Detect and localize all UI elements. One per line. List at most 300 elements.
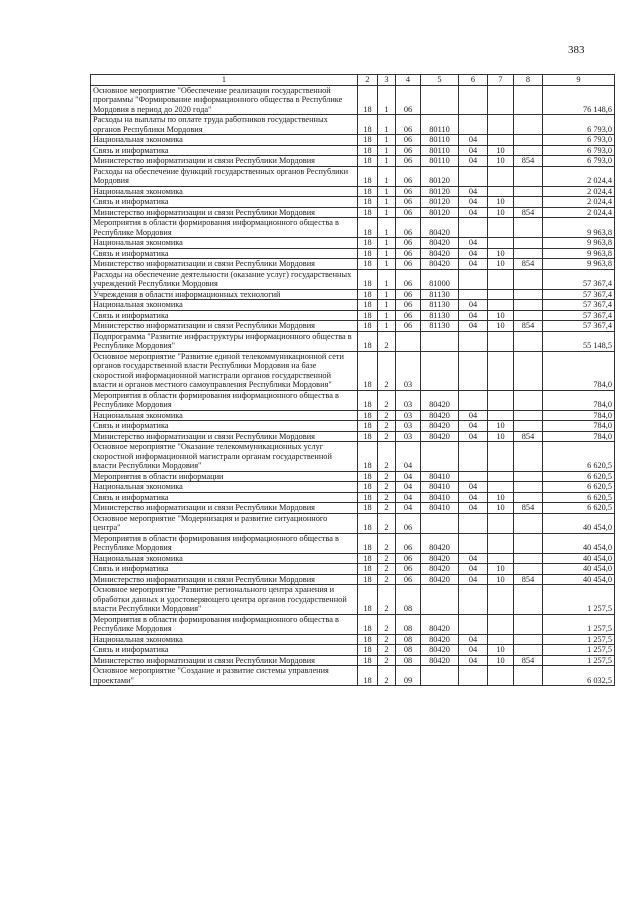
cell-dept [514,410,543,421]
cell-subfunc [488,482,514,493]
table-row [91,115,615,135]
cell-section: 18 [358,269,378,289]
cell-code: 81000 [421,269,459,289]
column-header-6: 6 [459,75,488,86]
cell-section: 18 [358,85,378,115]
cell-func: 04 [459,410,488,421]
cell-item: 06 [396,259,421,270]
cell-section: 18 [358,390,378,410]
cell-subsection: 1 [378,259,396,270]
cell-func: 04 [459,421,488,432]
cell-subfunc [488,442,514,472]
cell-code [421,331,459,351]
cell-func [459,331,488,351]
cell-func: 04 [459,135,488,146]
cell-func [459,166,488,186]
cell-item: 08 [396,585,421,615]
cell-name: Расходы на обеспечение деятельности (оказание услуг) государственных учреждений Республики Мордовия [91,269,358,289]
table-row [91,331,615,351]
cell-subfunc: 10 [488,310,514,321]
cell-subsection: 2 [378,390,396,410]
cell-item: 08 [396,614,421,634]
cell-item: 03 [396,351,421,390]
cell-section: 18 [358,442,378,472]
cell-code: 80420 [421,564,459,575]
cell-code: 81130 [421,289,459,300]
table-row [91,574,615,585]
cell-name: Министерство информатизации и связи Республики Мордовия [91,503,358,514]
cell-amount: 57 367,4 [543,300,615,311]
cell-code: 80420 [421,574,459,585]
cell-code: 80420 [421,553,459,564]
cell-name: Министерство информатизации и связи Республики Мордовия [91,574,358,585]
cell-amount: 2 024,4 [543,207,615,218]
cell-subfunc: 10 [488,321,514,332]
table-row [91,145,615,156]
table-row [91,310,615,321]
cell-item: 06 [396,186,421,197]
cell-amount: 6 620,5 [543,442,615,472]
cell-code [421,513,459,533]
cell-subfunc [488,410,514,421]
table-row [91,564,615,575]
cell-dept [514,421,543,432]
cell-name: Основное мероприятие "Модернизация и развитие ситуационного центра" [91,513,358,533]
cell-name: Национальная экономика [91,300,358,311]
cell-func [459,269,488,289]
cell-code: 81130 [421,300,459,311]
cell-name: Связь и информатика [91,145,358,156]
cell-func [459,390,488,410]
cell-code: 80420 [421,431,459,442]
cell-item: 06 [396,321,421,332]
cell-name: Мероприятия в области формирования информационного общества в Республике Мордовия [91,390,358,410]
cell-code: 81130 [421,321,459,332]
cell-subsection: 1 [378,207,396,218]
table-row [91,218,615,238]
column-header-4: 4 [396,75,421,86]
cell-dept [514,218,543,238]
table-row [91,634,615,645]
cell-code: 80420 [421,655,459,666]
cell-section: 18 [358,166,378,186]
cell-item: 04 [396,492,421,503]
cell-dept [514,614,543,634]
cell-subfunc [488,614,514,634]
cell-dept [514,197,543,208]
cell-section: 18 [358,634,378,645]
cell-dept: 854 [514,431,543,442]
cell-subfunc [488,166,514,186]
cell-func [459,614,488,634]
cell-amount: 76 148,6 [543,85,615,115]
cell-section: 18 [358,574,378,585]
cell-amount: 40 454,0 [543,513,615,533]
cell-code [421,442,459,472]
cell-dept [514,115,543,135]
cell-item: 03 [396,410,421,421]
table-row [91,238,615,249]
cell-subfunc [488,553,514,564]
cell-amount: 2 024,4 [543,197,615,208]
cell-code: 80420 [421,248,459,259]
cell-amount: 6 620,5 [543,503,615,514]
cell-subfunc [488,666,514,686]
cell-item: 08 [396,634,421,645]
cell-name: Расходы на выплаты по оплате труда работников государственных органов Республики Мордовия [91,115,358,135]
cell-subsection: 2 [378,331,396,351]
cell-item: 06 [396,145,421,156]
cell-subfunc: 10 [488,431,514,442]
cell-item: 06 [396,218,421,238]
cell-dept [514,135,543,146]
table-row [91,655,615,666]
cell-subfunc [488,115,514,135]
table-row [91,492,615,503]
table-row [91,300,615,311]
table-row [91,85,615,115]
cell-subfunc: 10 [488,574,514,585]
cell-dept [514,482,543,493]
table-row [91,431,615,442]
cell-code: 80420 [421,421,459,432]
table-row [91,321,615,332]
cell-func [459,666,488,686]
cell-code: 80420 [421,533,459,553]
cell-name: Основное мероприятие "Обеспечение реализации государственной программы "Формирование информационного общества в Республике Мордовия в период до 2020 года" [91,85,358,115]
cell-item: 04 [396,482,421,493]
cell-section: 18 [358,564,378,575]
cell-subfunc [488,585,514,615]
cell-section: 18 [358,321,378,332]
table-row [91,186,615,197]
cell-subsection: 2 [378,503,396,514]
table-row [91,421,615,432]
cell-subsection: 2 [378,655,396,666]
cell-subsection: 1 [378,269,396,289]
cell-amount: 6 032,5 [543,666,615,686]
cell-section: 18 [358,207,378,218]
cell-dept [514,238,543,249]
cell-subsection: 2 [378,574,396,585]
cell-subsection: 1 [378,321,396,332]
cell-item: 09 [396,666,421,686]
cell-item: 06 [396,289,421,300]
cell-code: 80410 [421,482,459,493]
cell-section: 18 [358,186,378,197]
cell-item: 08 [396,655,421,666]
cell-func: 04 [459,553,488,564]
cell-section: 18 [358,431,378,442]
cell-section: 18 [358,553,378,564]
cell-section: 18 [358,666,378,686]
cell-item: 03 [396,421,421,432]
cell-amount: 1 257,5 [543,655,615,666]
cell-code: 80120 [421,186,459,197]
table-row [91,390,615,410]
table-row [91,513,615,533]
cell-subfunc [488,135,514,146]
cell-amount: 1 257,5 [543,585,615,615]
cell-section: 18 [358,115,378,135]
cell-code [421,85,459,115]
cell-item: 03 [396,390,421,410]
cell-func: 04 [459,207,488,218]
cell-section: 18 [358,471,378,482]
cell-name: Министерство информатизации и связи Республики Мордовия [91,655,358,666]
cell-name: Министерство информатизации и связи Республики Мордовия [91,156,358,167]
cell-func: 04 [459,238,488,249]
cell-code: 80410 [421,471,459,482]
cell-subsection: 2 [378,513,396,533]
cell-code: 80420 [421,614,459,634]
cell-func: 04 [459,248,488,259]
cell-func: 04 [459,145,488,156]
cell-dept [514,85,543,115]
cell-subfunc [488,186,514,197]
cell-subsection: 1 [378,289,396,300]
cell-dept [514,471,543,482]
table-row [91,471,615,482]
table-row [91,614,615,634]
cell-amount: 55 148,5 [543,331,615,351]
table-row [91,442,615,472]
cell-code: 80420 [421,410,459,421]
cell-amount: 6 620,5 [543,492,615,503]
cell-subfunc [488,351,514,390]
cell-amount: 6 620,5 [543,471,615,482]
cell-subsection: 1 [378,85,396,115]
cell-section: 18 [358,585,378,615]
cell-func [459,85,488,115]
cell-subsection: 2 [378,666,396,686]
table-row [91,156,615,167]
cell-subsection: 1 [378,310,396,321]
cell-amount: 57 367,4 [543,310,615,321]
cell-amount: 1 257,5 [543,634,615,645]
cell-subsection: 2 [378,421,396,432]
cell-name: Мероприятия в области информации [91,471,358,482]
cell-item: 06 [396,166,421,186]
cell-section: 18 [358,197,378,208]
cell-section: 18 [358,492,378,503]
cell-item: 06 [396,533,421,553]
cell-item: 06 [396,115,421,135]
cell-section: 18 [358,135,378,146]
cell-item: 04 [396,503,421,514]
cell-dept [514,351,543,390]
cell-subfunc [488,471,514,482]
cell-func: 04 [459,492,488,503]
cell-code: 80420 [421,218,459,238]
cell-item: 04 [396,442,421,472]
cell-func [459,471,488,482]
cell-section: 18 [358,503,378,514]
cell-name: Связь и информатика [91,492,358,503]
cell-subfunc [488,289,514,300]
cell-name: Связь и информатика [91,197,358,208]
cell-code: 80110 [421,156,459,167]
cell-name: Учреждения в области информационных технологий [91,289,358,300]
cell-item: 06 [396,238,421,249]
cell-name: Национальная экономика [91,482,358,493]
cell-dept [514,513,543,533]
cell-dept: 854 [514,207,543,218]
cell-subsection: 2 [378,410,396,421]
budget-table [90,74,615,686]
cell-item: 06 [396,310,421,321]
cell-item: 06 [396,564,421,575]
table-row [91,135,615,146]
cell-name: Мероприятия в области формирования информационного общества в Республике Мордовия [91,218,358,238]
page-number: 383 [568,44,585,56]
cell-item: 06 [396,574,421,585]
cell-subsection: 2 [378,553,396,564]
cell-subsection: 1 [378,135,396,146]
cell-subfunc [488,218,514,238]
cell-dept [514,442,543,472]
cell-dept [514,390,543,410]
cell-func: 04 [459,197,488,208]
cell-amount: 57 367,4 [543,269,615,289]
cell-item: 06 [396,513,421,533]
table-row [91,585,615,615]
cell-subfunc: 10 [488,259,514,270]
cell-item: 06 [396,553,421,564]
cell-section: 18 [358,248,378,259]
cell-subfunc [488,300,514,311]
cell-dept: 854 [514,259,543,270]
column-header-2: 2 [358,75,378,86]
cell-dept [514,585,543,615]
cell-code: 80410 [421,492,459,503]
cell-item: 03 [396,431,421,442]
cell-item: 06 [396,300,421,311]
cell-dept [514,666,543,686]
cell-item: 06 [396,197,421,208]
cell-func [459,218,488,238]
cell-section: 18 [358,300,378,311]
column-header-3: 3 [378,75,396,86]
cell-name: Министерство информатизации и связи Республики Мордовия [91,259,358,270]
cell-subfunc [488,634,514,645]
cell-amount: 6 793,0 [543,156,615,167]
cell-func: 04 [459,300,488,311]
cell-subfunc [488,269,514,289]
cell-subsection: 2 [378,585,396,615]
budget-table-body [91,75,615,686]
table-row [91,645,615,656]
table-row [91,289,615,300]
column-header-7: 7 [488,75,514,86]
cell-code [421,585,459,615]
cell-name: Национальная экономика [91,135,358,146]
cell-subfunc: 10 [488,197,514,208]
column-header-8: 8 [514,75,543,86]
cell-amount: 784,0 [543,351,615,390]
cell-section: 18 [358,238,378,249]
cell-dept [514,564,543,575]
cell-code: 80120 [421,197,459,208]
cell-subfunc: 10 [488,156,514,167]
cell-section: 18 [358,310,378,321]
table-row [91,503,615,514]
cell-amount: 9 963,8 [543,259,615,270]
cell-section: 18 [358,645,378,656]
cell-name: Национальная экономика [91,238,358,249]
cell-section: 18 [358,421,378,432]
cell-name: Связь и информатика [91,564,358,575]
cell-subsection: 2 [378,482,396,493]
cell-func: 04 [459,574,488,585]
cell-dept: 854 [514,503,543,514]
cell-dept: 854 [514,321,543,332]
cell-dept [514,492,543,503]
cell-subsection: 2 [378,442,396,472]
cell-section: 18 [358,351,378,390]
cell-name: Министерство информатизации и связи Республики Мордовия [91,207,358,218]
cell-amount: 57 367,4 [543,321,615,332]
cell-subsection: 2 [378,471,396,482]
cell-section: 18 [358,655,378,666]
cell-section: 18 [358,331,378,351]
cell-func: 04 [459,645,488,656]
cell-dept [514,289,543,300]
cell-code: 80420 [421,634,459,645]
cell-subsection: 1 [378,197,396,208]
table-row [91,351,615,390]
table-header-row [91,75,615,86]
cell-func [459,442,488,472]
cell-subfunc: 10 [488,564,514,575]
cell-item: 04 [396,471,421,482]
cell-code: 80420 [421,390,459,410]
cell-func [459,585,488,615]
cell-dept: 854 [514,655,543,666]
cell-name: Основное мероприятие "Создание и развитие системы управления проектами" [91,666,358,686]
cell-item [396,331,421,351]
cell-name: Национальная экономика [91,553,358,564]
cell-code: 80410 [421,503,459,514]
cell-subfunc: 10 [488,207,514,218]
cell-name: Связь и информатика [91,421,358,432]
cell-subsection: 1 [378,248,396,259]
column-header-5: 5 [421,75,459,86]
cell-subsection: 2 [378,431,396,442]
cell-amount: 40 454,0 [543,533,615,553]
cell-func: 04 [459,503,488,514]
cell-item: 06 [396,156,421,167]
cell-item: 08 [396,645,421,656]
cell-section: 18 [358,156,378,167]
cell-func: 04 [459,564,488,575]
cell-section: 18 [358,259,378,270]
cell-subsection: 2 [378,614,396,634]
cell-dept [514,310,543,321]
cell-code: 80110 [421,145,459,156]
cell-amount: 2 024,4 [543,166,615,186]
cell-section: 18 [358,533,378,553]
cell-amount: 6 793,0 [543,135,615,146]
cell-subfunc [488,238,514,249]
cell-subfunc: 10 [488,421,514,432]
cell-section: 18 [358,513,378,533]
table-row [91,259,615,270]
cell-func [459,351,488,390]
cell-subsection: 2 [378,533,396,553]
cell-subfunc [488,513,514,533]
cell-dept [514,634,543,645]
